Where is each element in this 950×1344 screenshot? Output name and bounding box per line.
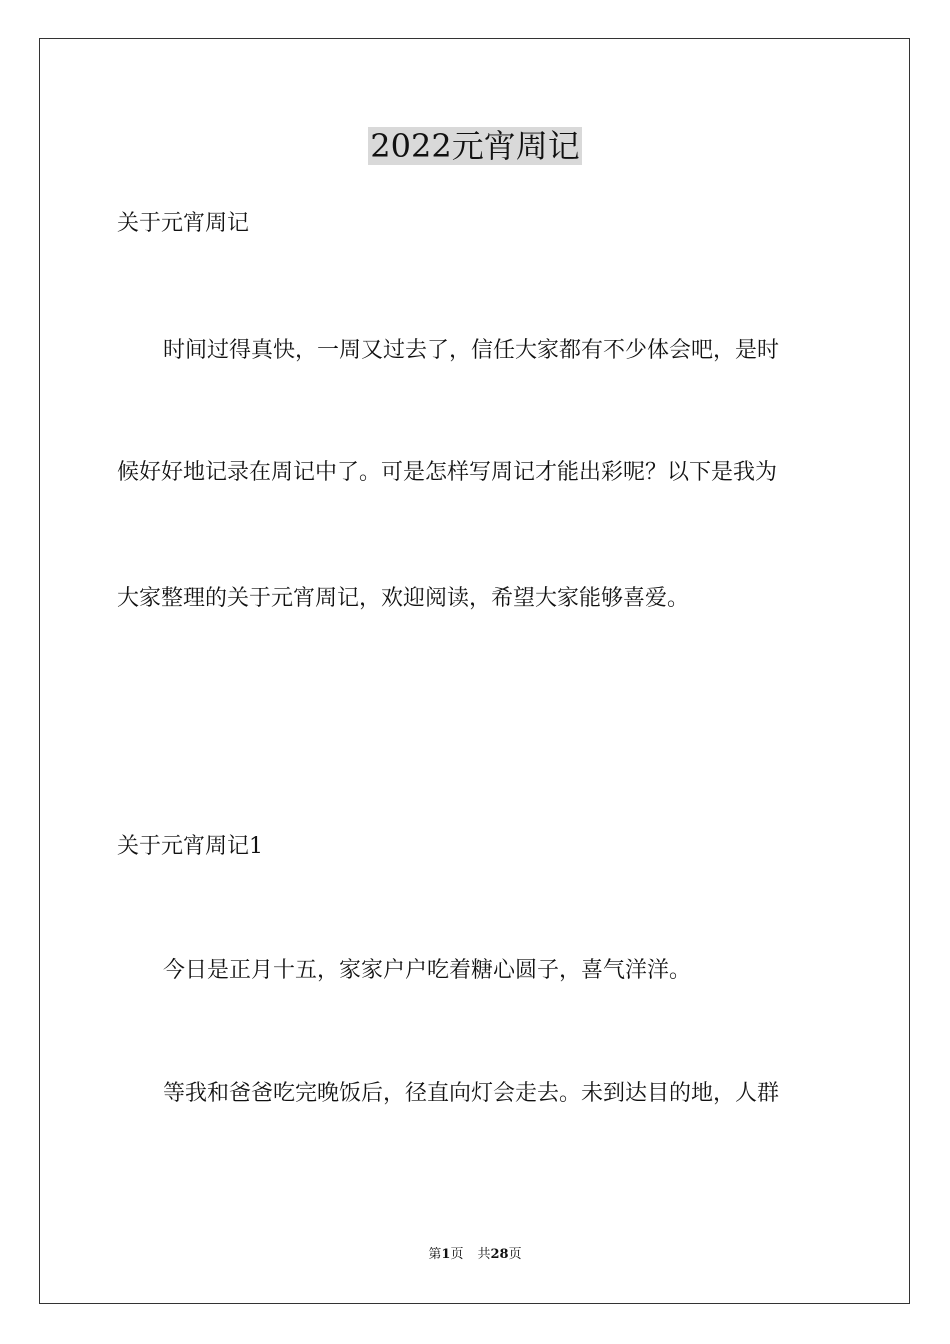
page-suffix: 页 xyxy=(450,1247,464,1262)
paragraph-line: 候好好地记录在周记中了。可是怎样写周记才能出彩呢？以下是我为 xyxy=(117,460,778,485)
page-current: 1 xyxy=(441,1247,451,1262)
paragraph-line: 等我和爸爸吃完晚饭后，径直向灯会走去。未到达目的地，人群 xyxy=(163,1081,780,1106)
paragraph-line: 大家整理的关于元宵周记，欢迎阅读，希望大家能够喜爱。 xyxy=(117,586,690,611)
section-heading: 关于元宵周记 xyxy=(117,211,250,236)
section-heading: 关于元宵周记1 xyxy=(117,834,263,859)
total-prefix: 共 xyxy=(477,1247,491,1262)
page-footer xyxy=(0,1246,950,1264)
page-total: 28 xyxy=(490,1247,509,1262)
total-suffix: 页 xyxy=(508,1247,522,1262)
paragraph-line: 今日是正月十五，家家户户吃着糖心圆子，喜气洋洋。 xyxy=(163,958,692,983)
paragraph-line: 时间过得真快，一周又过去了，信任大家都有不少体会吧，是时 xyxy=(163,338,780,363)
page-prefix: 第 xyxy=(428,1247,442,1262)
document-title-text: 2022元宵周记 xyxy=(370,127,580,165)
document-title xyxy=(0,126,950,166)
